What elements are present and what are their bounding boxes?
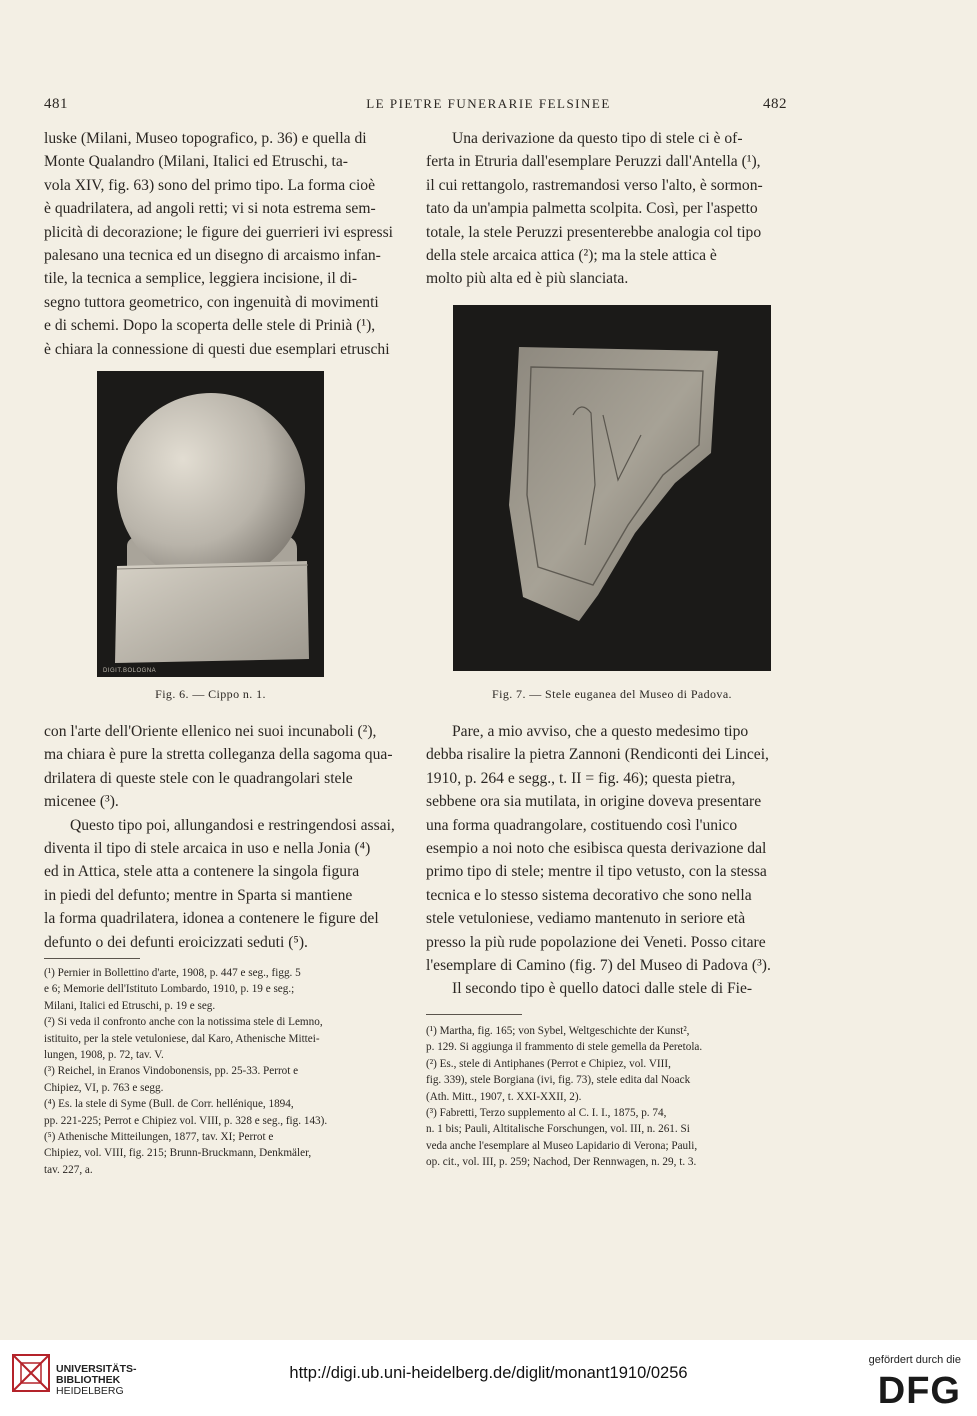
- footnote-line: (Ath. Mitt., 1907, t. XXI-XXII, 2).: [426, 1090, 582, 1103]
- text-line: luske (Milani, Museo topografico, p. 36) e quella di: [44, 130, 367, 147]
- footnote-rule-right: [426, 1014, 522, 1015]
- text-line: Monte Qualandro (Milani, Italici ed Etruschi, ta-: [44, 153, 348, 171]
- text-line: ma chiara è pure la stretta colleganza della sagoma qua-: [44, 746, 393, 764]
- text-line: è chiara la connessione di questi due esemplari etruschi: [44, 340, 390, 358]
- text-line: e di schemi. Dopo la scoperta delle stele di Prinià (¹),: [44, 317, 376, 335]
- text-line: esempio a noi noto che esibisca questa derivazione dal: [426, 840, 767, 858]
- text-line: molto più alta ed è più slanciata.: [426, 270, 629, 288]
- footnote-line: tav. 227, a.: [44, 1163, 93, 1176]
- footnote-line: istituito, per la stele vetuloniese, dal Karo, Athenische Mittei-: [44, 1032, 320, 1045]
- footnote-line: veda anche l'esemplare al Museo Lapidario di Verona; Pauli,: [426, 1139, 698, 1152]
- footnote-line: (³) Reichel, in Eranos Vindobonensis, pp. 25-33. Perrot e: [44, 1065, 299, 1078]
- footnote-line: fig. 339), stele Borgiana (ivi, fig. 73), stele edita dal Noack: [426, 1074, 691, 1087]
- text-line: segno tuttora geometrico, con ingenuità di movimenti: [44, 293, 379, 311]
- text-line: con l'arte dell'Oriente ellenico nei suoi incunaboli (²),: [44, 723, 377, 740]
- text-line: debba risalire la pietra Zannoni (Rendiconti dei Lincei,: [426, 746, 769, 764]
- footnote-line: Chipiez, vol. VIII, fig. 215; Brunn-Bruckmann, Denkmäler,: [44, 1147, 312, 1160]
- plate-mark: DIGIT.BOLOGNA: [103, 668, 157, 674]
- text-line: defunto o dei defunti eroicizzati seduti (⁵).: [44, 933, 308, 951]
- text-line: Questo tipo poi, allungandosi e restringendosi assai,: [70, 816, 395, 834]
- right-top-text: [426, 127, 792, 291]
- footnote-line: (⁵) Athenische Mitteilungen, 1877, tav. XI; Perrot e: [44, 1131, 274, 1144]
- text-line: della stele arcaica attica (²); ma la stele attica è: [426, 247, 717, 265]
- right-bottom-text: [426, 720, 792, 1001]
- text-line: plicità di decorazione; le figure dei guerrieri ivi espressi: [44, 223, 393, 241]
- text-line: sebbene ora sia mutilata, in origine doveva presentare: [426, 793, 762, 811]
- text-line: presso la più rude popolazione dei Veneti. Posso citare: [426, 933, 766, 951]
- text-line: tecnica e lo stesso sistema decorativo che sono nella: [426, 886, 752, 904]
- stele-illustration: [453, 305, 771, 671]
- text-line: totale, la stele Peruzzi presenterebbe analogia col tipo: [426, 223, 762, 241]
- text-line: una forma quadrangolare, costituendo così l'unico: [426, 816, 738, 834]
- figure-6-photo: [97, 371, 324, 677]
- footnote-line: (¹) Pernier in Bollettino d'arte, 1908, p. 447 e seg., figg. 5: [44, 967, 301, 979]
- text-line: stele vetuloniese, vediamo mantenuto in seriore età: [426, 910, 746, 928]
- footnote-line: Chipiez, VI, p. 763 e segg.: [44, 1081, 164, 1094]
- text-line: tile, la tecnica a semplice, leggiera incisione, il di-: [44, 270, 358, 288]
- text-line: il cui rettangolo, rastremandosi verso l'alto, è sormon-: [426, 176, 763, 194]
- text-line: vola XIV, fig. 63) sono del primo tipo. La forma cioè: [44, 176, 376, 194]
- footnote-line: (²) Es., stele di Antiphanes (Perrot e Chipiez, vol. VIII,: [426, 1057, 671, 1070]
- dfg-logo: DFG: [877, 1370, 961, 1412]
- text-line: primo tipo di stele; mentre il tipo vetusto, con la stessa: [426, 863, 767, 881]
- sponsor-text: gefördert durch die: [868, 1354, 961, 1366]
- footnotes-left: [44, 965, 400, 1178]
- library-name: UNIVERSITÄTS- BIBLIOTHEK HEIDELBERG: [56, 1363, 137, 1397]
- text-line: Il secondo tipo è quello datoci dalle stele di Fie-: [452, 980, 753, 998]
- footnote-line: op. cit., vol. III, p. 259; Nachod, Der Rennwagen, n. 29, t. 3.: [426, 1156, 697, 1169]
- footnote-line: pp. 221-225; Perrot e Chipiez vol. VIII, p. 328 e seg., fig. 143).: [44, 1114, 328, 1127]
- source-url-link[interactable]: http://digi.ub.uni-heidelberg.de/diglit/monant1910/0256: [289, 1364, 688, 1382]
- figure-7-photo: [453, 305, 771, 671]
- footnote-line: lungen, 1908, p. 72, tav. V.: [44, 1049, 164, 1062]
- cippo-illustration: [97, 371, 324, 677]
- text-line: l'esemplare di Camino (fig. 7) del Museo di Padova (³).: [426, 957, 771, 975]
- footnote-line: (⁴) Es. la stele di Syme (Bull. de Corr. hellénique, 1894,: [44, 1098, 294, 1111]
- page-number-left: 481: [44, 96, 68, 112]
- figure-6-caption: Fig. 6. — Cippo n. 1.: [155, 687, 266, 701]
- figure-7-caption: Fig. 7. — Stele euganea del Museo di Padova.: [492, 687, 732, 701]
- text-line: in piedi del defunto; mentre in Sparta si mantiene: [44, 886, 353, 904]
- footnotes-right: [426, 1023, 792, 1171]
- footnote-line: Milani, Italici ed Etruschi, p. 19 e seg.: [44, 999, 216, 1012]
- left-top-text: [44, 127, 400, 361]
- footnote-line: (³) Fabretti, Terzo supplemento al C. I. I., 1875, p. 74,: [426, 1107, 667, 1120]
- footnote-line: (²) Si veda il confronto anche con la notissima stele di Lemno,: [44, 1016, 323, 1029]
- footnote-line: (¹) Martha, fig. 165; von Sybel, Weltgeschichte der Kunst²,: [426, 1025, 690, 1037]
- text-line: ed in Attica, stele atta a contenere la singola figura: [44, 863, 360, 881]
- text-line: diventa il tipo di stele arcaica in uso e nella Jonia (⁴): [44, 840, 371, 858]
- text-line: palesano una tecnica ed un disegno di arcaismo infan-: [44, 247, 381, 265]
- text-line: la forma quadrilatera, idonea a contenere le figure del: [44, 910, 379, 928]
- page-number-right: 482: [763, 96, 787, 112]
- text-line: Una derivazione da questo tipo di stele ci è of-: [452, 130, 743, 147]
- left-bottom-text: [44, 720, 400, 954]
- running-title: LE PIETRE FUNERARIE FELSINEE: [366, 96, 611, 111]
- text-line: micenee (³).: [44, 793, 119, 811]
- text-line: drilatera di queste stele con le quadrangolari stele: [44, 769, 353, 787]
- footnote-line: p. 129. Si aggiunga il frammento di stele gemella da Peretola.: [426, 1041, 703, 1054]
- footnote-rule-left: [44, 958, 140, 959]
- text-line: è quadrilatera, ad angoli retti; vi si nota estrema sem-: [44, 200, 376, 218]
- text-line: tato da un'ampia palmetta scolpita. Così, per l'aspetto: [426, 200, 758, 218]
- text-line: 1910, p. 264 e segg., t. II = fig. 46); questa pietra,: [426, 769, 736, 787]
- footnote-line: n. 1 bis; Pauli, Altitalische Forschungen, vol. III, n. 261. Si: [426, 1123, 690, 1136]
- text-line: ferta in Etruria dall'esemplare Peruzzi dall'Antella (¹),: [426, 153, 761, 171]
- text-line: Pare, a mio avviso, che a questo medesimo tipo: [452, 723, 749, 740]
- footnote-line: e 6; Memorie dell'Istituto Lombardo, 1910, p. 19 e seg.;: [44, 983, 295, 996]
